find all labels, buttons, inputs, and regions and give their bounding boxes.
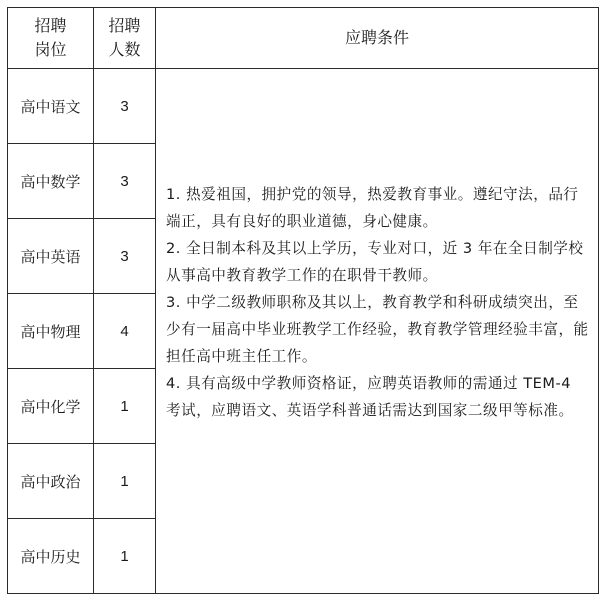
requirement-item: 2. 全日制本科及其以上学历，专业对口，近 3 年在全日制学校从事高中教育教学工作的在职骨干教师。 <box>166 240 584 284</box>
count-cell: 3 <box>94 69 156 144</box>
position-cell: 高中物理 <box>8 294 94 369</box>
count-cell: 1 <box>94 519 156 594</box>
count-cell: 3 <box>94 144 156 219</box>
table-row <box>8 69 599 144</box>
header-count-line1: 招聘 <box>108 16 141 35</box>
requirement-item: 1. 热爱祖国，拥护党的领导，热爱教育事业。遵纪守法，品行端正，具有良好的职业道德，身心健康。 <box>166 186 579 230</box>
recruitment-table <box>7 7 599 594</box>
position-cell: 高中化学 <box>8 369 94 444</box>
header-position-line2: 岗位 <box>34 40 67 59</box>
position-cell: 高中英语 <box>8 219 94 294</box>
requirement-item: 4. 具有高级中学教师资格证，应聘英语教师的需通过 TEM-4 考试，应聘语文、英语学科普通话需达到国家二级甲等标准。 <box>166 375 574 419</box>
header-row <box>8 8 599 69</box>
header-position <box>8 8 94 69</box>
header-count <box>94 8 156 69</box>
requirements-cell <box>156 69 599 594</box>
position-cell: 高中语文 <box>8 69 94 144</box>
header-count-line2: 人数 <box>108 40 141 59</box>
requirement-item: 3. 中学二级教师职称及其以上，教育教学和科研成绩突出，至少有一届高中毕业班教学工作经验，教育教学管理经验丰富，能担任高中班主任工作。 <box>166 294 589 365</box>
count-cell: 1 <box>94 369 156 444</box>
count-cell: 3 <box>94 219 156 294</box>
position-cell: 高中历史 <box>8 519 94 594</box>
position-cell: 高中数学 <box>8 144 94 219</box>
header-position-line1: 招聘 <box>34 16 67 35</box>
count-cell: 1 <box>94 444 156 519</box>
count-cell: 4 <box>94 294 156 369</box>
position-cell: 高中政治 <box>8 444 94 519</box>
header-requirements: 应聘条件 <box>156 8 599 69</box>
